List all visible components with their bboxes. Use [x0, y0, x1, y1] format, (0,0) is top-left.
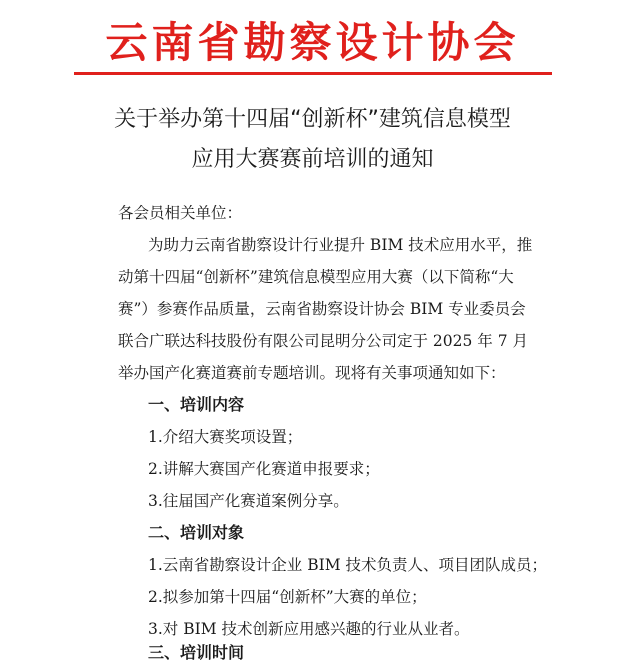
section-heading-audience: 二、培训对象: [148, 523, 245, 542]
salutation: 各会员相关单位：: [118, 204, 243, 222]
list-item: 3.对 BIM 技术创新应用感兴趣的行业从业者。: [148, 620, 470, 638]
section-heading-content: 一、培训内容: [148, 395, 245, 414]
list-item: 3.往届国产化赛道案例分享。: [148, 492, 349, 510]
document-title: [0, 100, 625, 180]
intro-line-4: 联合广联达科技股份有限公司昆明分公司定于 2025 年 7 月: [118, 332, 529, 350]
intro-line-1: 为助力云南省勘察设计行业提升 BIM 技术应用水平，推: [148, 236, 533, 254]
red-divider: [74, 72, 552, 75]
list-item: 2.拟参加第十四届“创新杯”大赛的单位；: [148, 588, 427, 606]
list-item: 2.讲解大赛国产化赛道申报要求；: [148, 460, 380, 478]
title-line-2: 应用大赛赛前培训的通知: [191, 147, 434, 172]
org-header: 云南省勘察设计协会: [105, 18, 520, 67]
intro-line-2: 动第十四届“创新杯”建筑信息模型应用大赛（以下简称“大: [118, 268, 514, 286]
intro-line-3: 赛”）参赛作品质量，云南省勘察设计协会 BIM 专业委员会: [118, 300, 526, 318]
section-heading-time: 三、培训时间: [148, 643, 245, 662]
intro-line-5: 举办国产化赛道赛前专题培训。现将有关事项通知如下：: [118, 364, 506, 382]
list-item: 1.介绍大赛奖项设置；: [148, 428, 303, 446]
list-item: 1.云南省勘察设计企业 BIM 技术负责人、项目团队成员；: [148, 556, 548, 574]
title-line-1: 关于举办第十四届“创新杯”建筑信息模型: [114, 107, 511, 132]
